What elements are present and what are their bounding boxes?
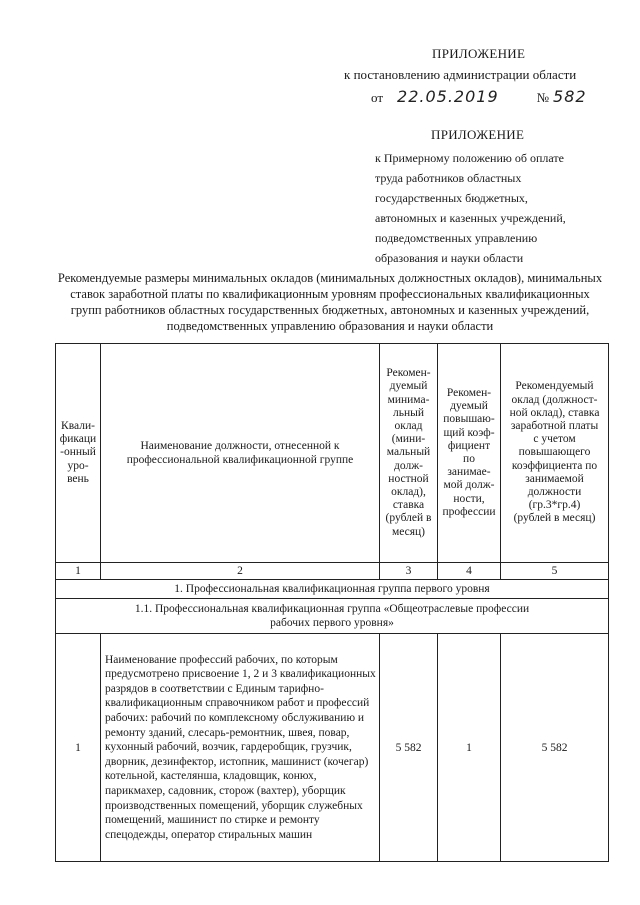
column-number: 2	[101, 563, 380, 580]
min-salary-value: 5 582	[380, 634, 438, 862]
subsection-title: 1.1. Профессиональная квалификационная группа «Общеотраслевые профессии рабочих первого уровня»	[56, 599, 609, 634]
regulation-line: труда работников областных	[375, 171, 522, 185]
appendix-heading: ПРИЛОЖЕНИЕ	[432, 46, 526, 61]
handwritten-number: 582	[553, 87, 587, 106]
column-number: 1	[56, 563, 101, 580]
number-prefix: №	[536, 90, 550, 105]
title-line: групп работников областных государственных бюджетных, автономных и казенных учреждений,	[70, 303, 590, 317]
date-prefix: от	[371, 90, 384, 105]
title-line: ставок заработной платы по квалификационным уровням профессиональных квалификационных	[70, 287, 590, 301]
title-line: подведомственных управлению образования и науки области	[166, 319, 494, 333]
subsection-row	[56, 599, 609, 634]
column-number: 3	[380, 563, 438, 580]
salary-value: 5 582	[501, 634, 609, 862]
col-header-min-salary: Рекомен- дуемый минима- льный оклад (мини- мальный долж- ностной оклад), ставка (рублей в месяц)	[380, 344, 438, 563]
regulation-line: к Примерному положению об оплате	[375, 151, 564, 165]
col-header-level: Квали- фикаци -онный уро- вень	[56, 344, 101, 563]
column-number: 5	[501, 563, 609, 580]
regulation-reference	[375, 148, 566, 268]
salary-table	[55, 343, 609, 862]
column-number: 4	[438, 563, 501, 580]
regulation-line: образования и науки области	[375, 251, 524, 265]
table-row	[56, 634, 609, 862]
position-description: Наименование профессий рабочих, по которым предусмотрено присвоение 1, 2 и 3 квалификационных разрядов в соответствии с Единым тарифно-квалификационным справочником работ и профессий рабочих: рабочий по комплексному обслуживанию и ремонту зданий, слесарь-ремонтник, швея, повар, кухонный рабочий, возчик, гардеробщик, грузчик, дворник, дезинфектор, истопник, машинист (кочегар) котельной, кастелянша, кладовщик, конюх, парикмахер, садовник, сторож (вахтер), уборщик производственных помещений, уборщик служебных помещений, машинист по стирке и ремонту спецодежды, оператор стиральных машин	[101, 634, 380, 862]
regulation-line: подведомственных управлению	[375, 231, 538, 245]
appendix-heading-2: ПРИЛОЖЕНИЕ	[431, 127, 525, 142]
column-number-row	[56, 563, 609, 580]
col-header-coefficient: Рекомен- дуемый повышаю- щий коэф- фициент по занимае- мой долж- ности, профессии	[438, 344, 501, 563]
col-header-salary: Рекомендуемый оклад (должност- ной оклад), ставка заработной платы с учетом повышающего коэффициента по занимаемой должности (гр.3*гр.4) (рублей в месяц)	[501, 344, 609, 563]
regulation-line: государственных бюджетных,	[375, 191, 528, 205]
coefficient-value: 1	[438, 634, 501, 862]
document-title	[55, 270, 605, 334]
section-title: 1. Профессиональная квалификационная группа первого уровня	[56, 580, 609, 599]
qualification-level: 1	[56, 634, 101, 862]
resolution-date-number	[371, 87, 587, 106]
resolution-reference: к постановлению администрации области	[344, 67, 577, 82]
table-header-row	[56, 344, 609, 563]
col-header-position: Наименование должности, отнесенной к профессиональной квалификационной группе	[101, 344, 380, 563]
regulation-line: автономных и казенных учреждений,	[375, 211, 566, 225]
section-row	[56, 580, 609, 599]
handwritten-date: 22.05.2019	[397, 87, 499, 106]
title-line: Рекомендуемые размеры минимальных окладов (минимальных должностных окладов), минимальных	[57, 271, 603, 285]
